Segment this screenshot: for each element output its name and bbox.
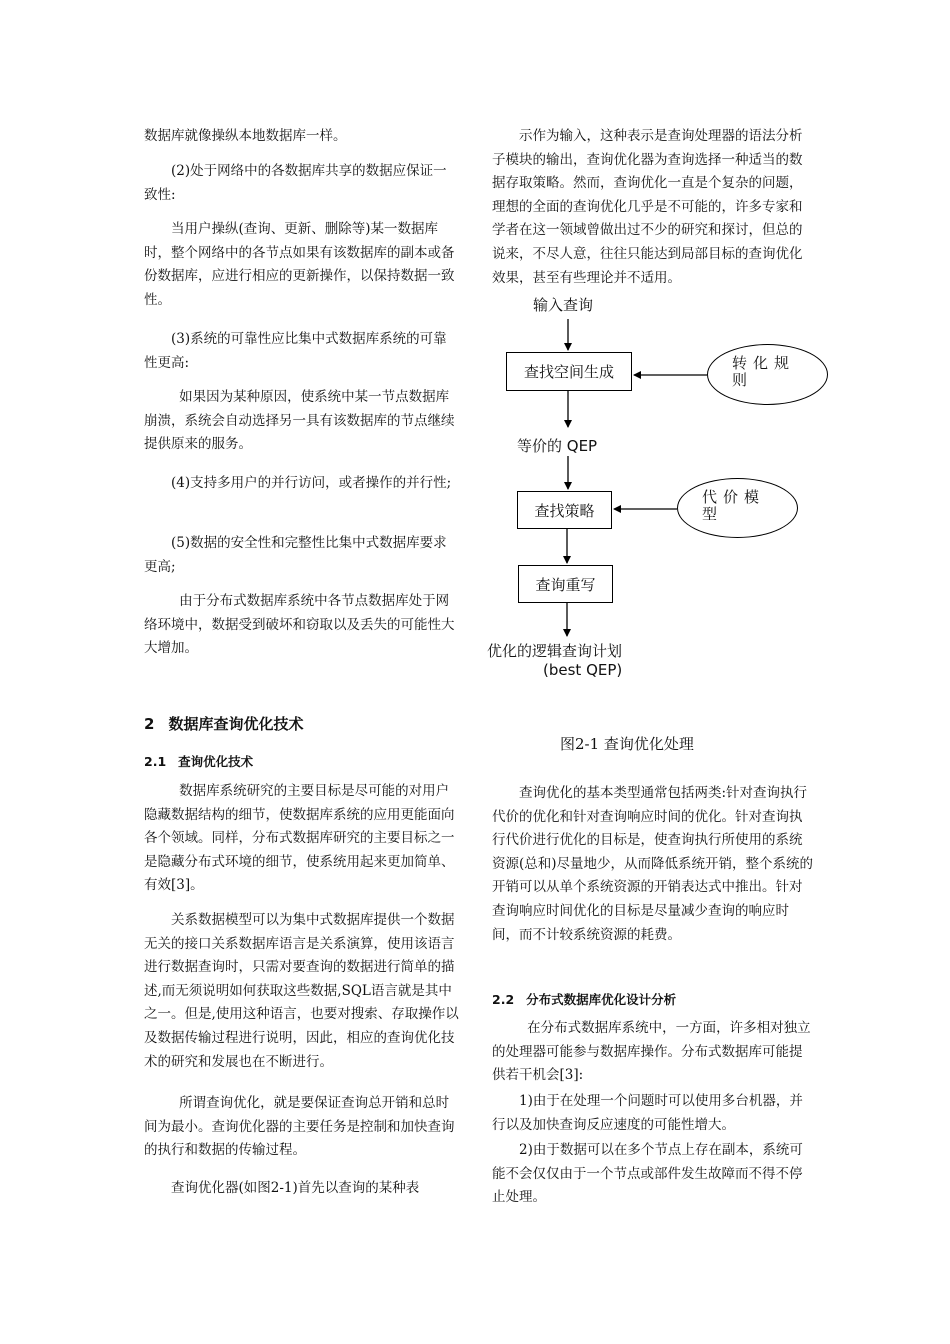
paragraph-left-1: 数据库就像操纵本地数据库一样。 [144, 128, 347, 144]
diagram-ellipse-cost-model: 代价模型 [677, 478, 798, 538]
diagram-input-label: 输入查询 [533, 296, 594, 314]
paragraph-right-4: 1)由于在处理一个问题时可以使用多台机器，并行以及加快查询反应速度的可能性增大。 [492, 1093, 803, 1133]
section-2-2-heading [492, 990, 676, 1008]
figure-caption: 图2-1 查询优化处理 [560, 735, 694, 753]
paragraph-left-12: 查询优化器(如图2-1)首先以查询的某种表 [171, 1180, 420, 1196]
section-2-1-title: 查询优化技术 [178, 754, 254, 769]
diagram-box-search-space-generation: 查找空间生成 [506, 352, 632, 391]
paragraph-left-7: (5)数据的安全性和完整性比集中式数据库要求更高; [144, 535, 447, 575]
paragraph-left-11: 所谓查询优化，就是要保证查询总开销和总时间为最小。查询优化器的主要任务是控制和加快查询的执行和数据的传输过程。 [144, 1095, 455, 1159]
paragraph-left-10: 关系数据模型可以为集中式数据库提供一个数据无关的接口关系数据库语言是关系演算，使用该语言进行数据查询时，只需对要查询的数据进行简单的描述,而无须说明如何获取这些数据,SQL语言就是其中之一。但是,使用这种语言，也要对搜索、存取操作以及数据传输过程进行说明，因此，相应的查询优化技术的研究和发展也在不断进行。 [144, 912, 459, 1070]
diagram-ellipse-transformation-rules: 转化规则 [707, 344, 828, 405]
paragraph-right-3: 在分布式数据库系统中，一方面，许多相对独立的处理器可能参与数据库操作。分布式数据库可能提供若干机会[3]: [492, 1020, 811, 1084]
paragraph-right-1: 示作为输入，这种表示是查询处理器的语法分析子模块的输出，查询优化器为查询选择一种适当的数据存取策略。然而，查询优化一直是个复杂的问题，理想的全面的查询优化几乎是不可能的，许多专家和学者在这一领域曾做出过不少的研究和探讨，但总的说来，不尽人意，往往只能达到局部目标的查询优化效果，甚至有些理论并不适用。 [492, 128, 803, 286]
paragraph-left-5: 如果因为某种原因，使系统中某一节点数据库崩溃，系统会自动选择另一具有该数据库的节点继续提供原来的服务。 [144, 389, 455, 453]
section-2-title: 数据库查询优化技术 [168, 715, 304, 733]
section-2-2-title: 分布式数据库优化设计分析 [526, 992, 677, 1007]
section-2-number: 2 [144, 715, 155, 733]
diagram-equivalent-qep-label: 等价的 QEP [517, 437, 598, 455]
diagram-output-best-qep: (best QEP) [543, 661, 623, 679]
diagram-box-query-rewrite: 查询重写 [518, 565, 613, 603]
paragraph-right-2: 查询优化的基本类型通常包括两类:针对查询执行代价的优化和针对查询响应时间的优化。针对查询执行代价进行优化的目标是，使查询执行所使用的系统资源(总和)尽量地少，从而降低系统开销，整个系统的开销可以从单个系统资源的开销表达式中推出。针对查询响应时间优化的目标是尽量减少查询的响应时间，而不计较系统资源的耗费。 [492, 785, 814, 943]
paragraph-left-4: (3)系统的可靠性应比集中式数据库系统的可靠性更高: [144, 331, 447, 371]
diagram-output-label: 优化的逻辑查询计划 [487, 642, 623, 660]
section-2-1-number: 2.1 [144, 754, 167, 769]
paragraph-left-8: 由于分布式数据库系统中各节点数据库处于网络环境中，数据受到破坏和窃取以及丢失的可能性大大增加。 [144, 593, 455, 657]
paragraph-left-9: 数据库系统研究的主要目标是尽可能的对用户隐藏数据结构的细节，使数据库系统的应用更能面向各个领域。同样，分布式数据库研究的主要目标之一是隐藏分布式环境的细节，使系统用起来更加简单、有效[3]。 [144, 783, 455, 894]
diagram-box-search-strategy: 查找策略 [517, 491, 612, 529]
paragraph-left-3: 当用户操纵(查询、更新、删除等)某一数据库时，整个网络中的各节点如果有该数据库的副本或备份数据库，应进行相应的更新操作，以保持数据一致性。 [144, 221, 455, 308]
paragraph-left-6: (4)支持多用户的并行访问，或者操作的并行性; [171, 475, 452, 491]
section-2-2-number: 2.2 [492, 992, 515, 1007]
paragraph-left-2: (2)处于网络中的各数据库共享的数据应保证一致性: [144, 163, 447, 203]
paragraph-right-5: 2)由于数据可以在多个节点上存在副本，系统可能不会仅仅由于一个节点或部件发生故障而不得不停止处理。 [492, 1142, 803, 1206]
